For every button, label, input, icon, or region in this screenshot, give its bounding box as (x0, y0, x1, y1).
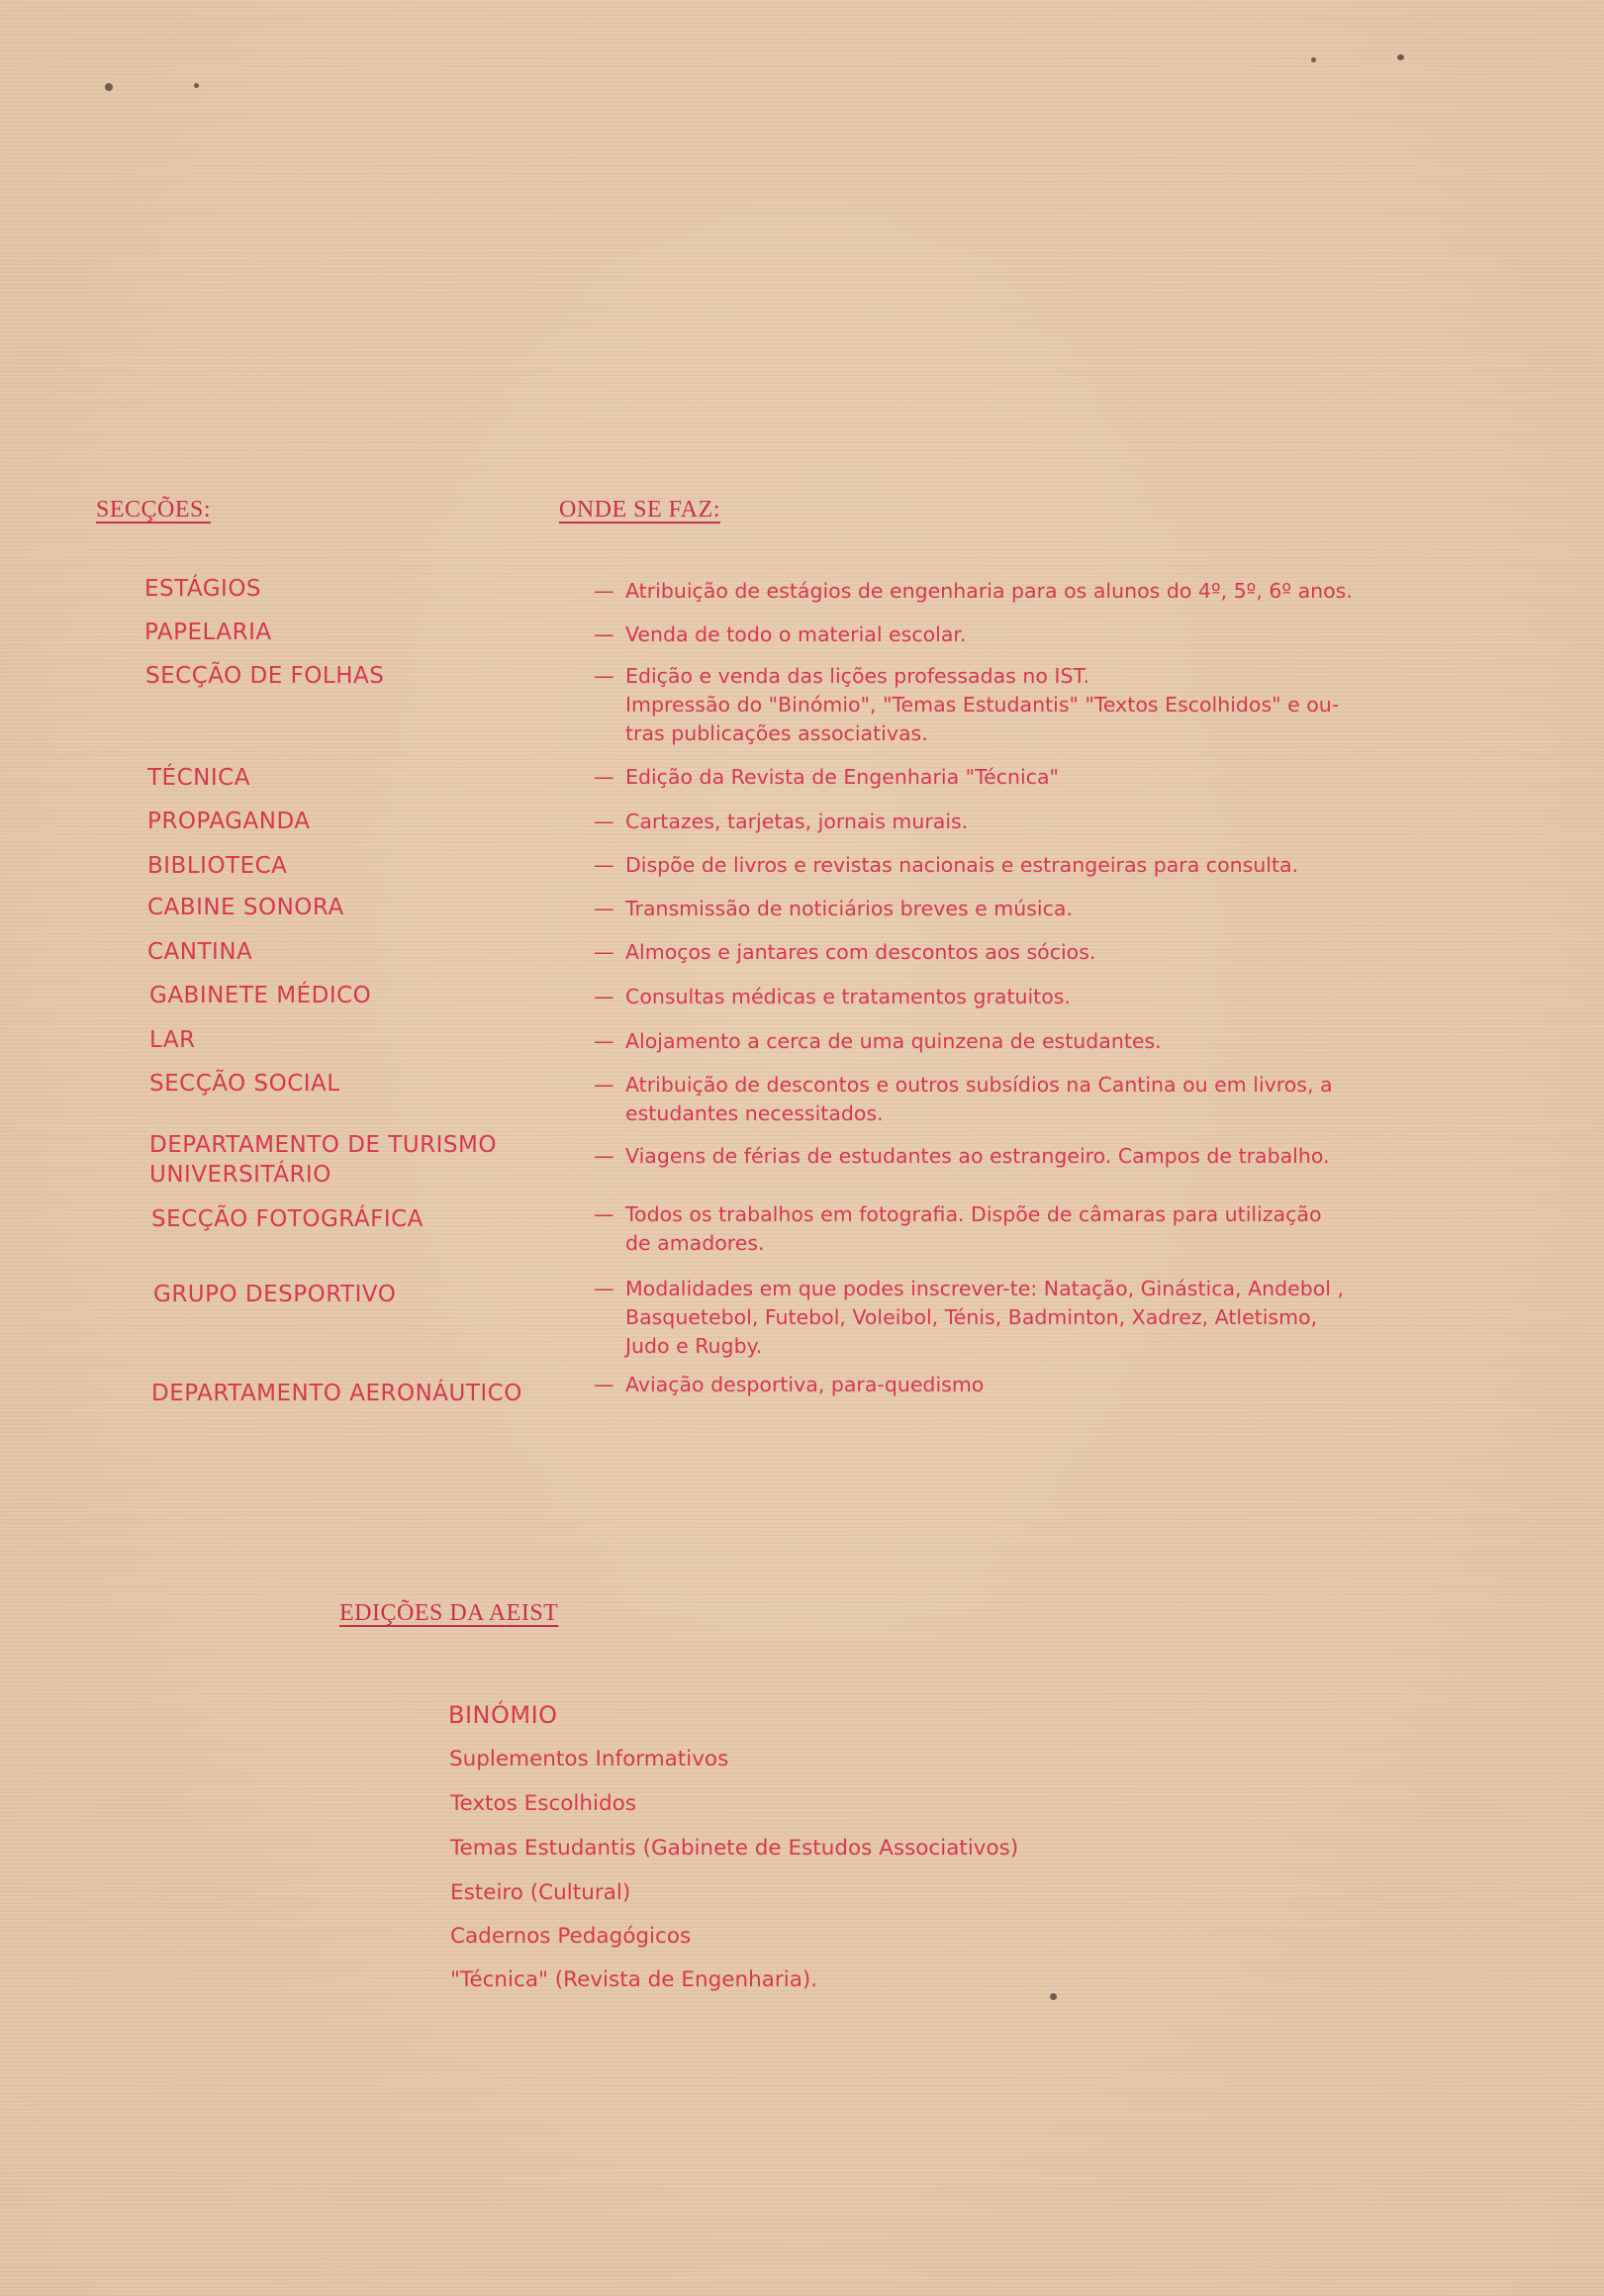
paper-speck (1311, 57, 1316, 62)
edicao-textos: Textos Escolhidos (450, 1791, 637, 1816)
seccao-lar: LAR (149, 1027, 196, 1053)
edicao-esteiro: Esteiro (Cultural) (450, 1880, 631, 1905)
edicao-cadernos: Cadernos Pedagógicos (450, 1924, 692, 1949)
paper-speck (105, 83, 113, 91)
seccao-cantina: CANTINA (147, 939, 253, 965)
seccao-papelaria: PAPELARIA (144, 620, 272, 645)
desc-grupo-desportivo: — Modalidades em que podes inscrever-te: Natação, Ginástica, Andebol , Basquetebol, Futebol, Voleibol, Ténis, Badminton, Xadrez, Atletismo, Judo e Rugby. (594, 1277, 1345, 1358)
edicao-suplementos: Suplementos Informativos (449, 1747, 729, 1771)
seccao-tecnica: TÉCNICA (147, 765, 250, 791)
seccao-social: SECÇÃO SOCIAL (149, 1071, 340, 1097)
desc-turismo: — Viagens de férias de estudantes ao estrangeiro. Campos de trabalho. (594, 1144, 1330, 1168)
seccao-biblioteca: BIBLIOTECA (147, 853, 288, 879)
paper-speck (194, 83, 199, 88)
desc-gabinete-medico: — Consultas médicas e tratamentos gratuitos. (594, 985, 1071, 1008)
desc-social: — Atribuição de descontos e outros subsídios na Cantina ou em livros, a estudantes necessitados. (594, 1073, 1333, 1125)
seccao-estagios: ESTÁGIOS (144, 576, 262, 602)
seccao-grupo-desportivo: GRUPO DESPORTIVO (153, 1282, 397, 1307)
desc-fotografica: — Todos os trabalhos em fotografia. Dispõe de câmaras para utilização de amadores. (594, 1202, 1322, 1255)
heading-onde-se-faz: ONDE SE FAZ: (559, 497, 720, 523)
desc-cabine-sonora: — Transmissão de noticiários breves e música. (594, 897, 1073, 920)
edicao-temas: Temas Estudantis (Gabinete de Estudos Associativos) (450, 1836, 1019, 1861)
seccao-turismo-2: UNIVERSITÁRIO (149, 1162, 331, 1188)
seccao-fotografica: SECÇÃO FOTOGRÁFICA (151, 1206, 424, 1232)
desc-folhas: — Edição e venda das lições professadas no IST. Impressão do "Binómio", "Temas Estudantis" "Textos Escolhidos" e ou- tras publicações associativas. (594, 664, 1340, 745)
edicao-tecnica: "Técnica" (Revista de Engenharia). (450, 1967, 818, 1992)
desc-lar: — Alojamento a cerca de uma quinzena de estudantes. (594, 1029, 1162, 1053)
heading-edicoes: EDIÇÕES DA AEIST (339, 1600, 559, 1626)
desc-tecnica: — Edição da Revista de Engenharia "Técnica" (594, 765, 1059, 789)
desc-biblioteca: — Dispõe de livros e revistas nacionais e estrangeiras para consulta. (594, 853, 1299, 877)
seccao-turismo-1: DEPARTAMENTO DE TURISMO (149, 1132, 497, 1158)
seccao-folhas: SECÇÃO DE FOLHAS (145, 663, 385, 689)
desc-cantina: — Almoços e jantares com descontos aos sócios. (594, 940, 1096, 964)
edicao-binomio: BINÓMIO (448, 1701, 558, 1729)
desc-papelaria: — Venda de todo o material escolar. (594, 622, 967, 646)
paper-speck (1397, 54, 1404, 60)
paper-speck (1050, 1993, 1057, 2000)
seccao-gabinete-medico: GABINETE MÉDICO (149, 983, 372, 1008)
seccao-cabine-sonora: CABINE SONORA (147, 895, 344, 920)
seccao-aeronautico: DEPARTAMENTO AERONÁUTICO (151, 1381, 522, 1406)
desc-aeronautico: — Aviação desportiva, para-quedismo (594, 1373, 985, 1396)
seccao-propaganda: PROPAGANDA (147, 809, 311, 834)
desc-estagios: — Atribuição de estágios de engenharia para os alunos do 4º, 5º, 6º anos. (594, 579, 1353, 603)
heading-seccoes: SECÇÕES: (96, 497, 212, 523)
desc-propaganda: — Cartazes, tarjetas, jornais murais. (594, 810, 969, 833)
